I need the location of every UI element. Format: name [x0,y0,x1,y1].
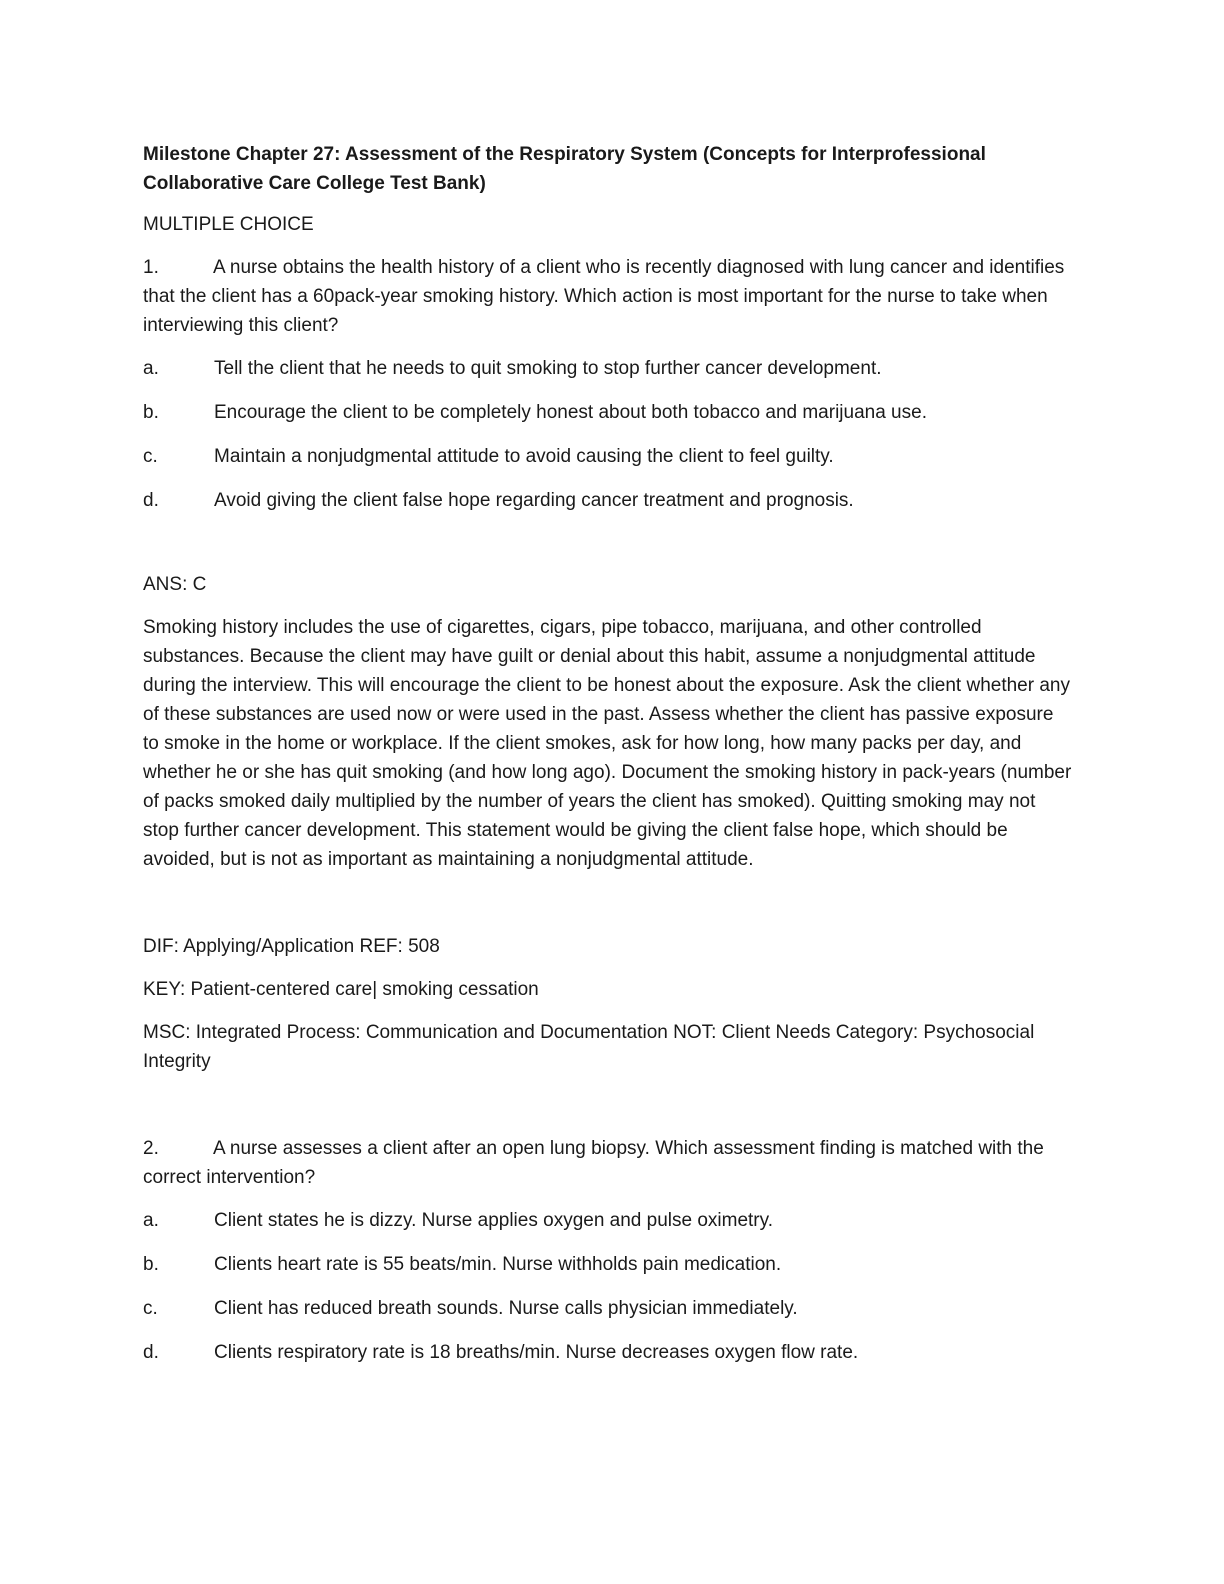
option-c [143,1294,1073,1323]
option-text: Clients heart rate is 55 beats/min. Nurse withholds pain medication. [214,1254,782,1275]
question-number: 2. [143,1138,159,1159]
answer-key: ANS: C [143,574,207,595]
option-d [143,486,1073,515]
option-text: Encourage the client to be completely honest about both tobacco and marijuana use. [214,402,927,423]
question-number: 1. [143,257,159,278]
msc-category: MSC: Integrated Process: Communication and Documentation NOT: Client Needs Category: Psychosocial Integrity [143,1022,1035,1072]
option-text: Client has reduced breath sounds. Nurse calls physician immediately. [214,1298,798,1319]
option-letter: c. [143,446,158,467]
question-stem: A nurse obtains the health history of a client who is recently diagnosed with lung cancer and identifies that the client has a 60pack-year smoking history. Which action is most important for the nurse to take when interviewing this client? [143,257,1065,336]
question-1 [143,253,1073,340]
option-c [143,442,1073,471]
document-title: Milestone Chapter 27: Assessment of the Respiratory System (Concepts for Interprofessional Collaborative Care College Test Bank) [143,144,986,194]
option-text: Avoid giving the client false hope regarding cancer treatment and prognosis. [214,490,854,511]
option-letter: a. [143,1210,159,1231]
question-2 [143,1134,1073,1192]
option-letter: b. [143,1254,159,1275]
option-a [143,354,1073,383]
option-text: Tell the client that he needs to quit smoking to stop further cancer development. [214,358,882,379]
option-letter: c. [143,1298,158,1319]
option-text: Clients respiratory rate is 18 breaths/min. Nurse decreases oxygen flow rate. [214,1342,859,1363]
difficulty-reference: DIF: Applying/Application REF: 508 [143,936,440,957]
option-text: Maintain a nonjudgmental attitude to avoid causing the client to feel guilty. [214,446,834,467]
option-a [143,1206,1073,1235]
section-label: MULTIPLE CHOICE [143,214,314,235]
option-d [143,1338,1073,1367]
option-letter: d. [143,490,159,511]
option-text: Client states he is dizzy. Nurse applies oxygen and pulse oximetry. [214,1210,774,1231]
keywords: KEY: Patient-centered care| smoking cessation [143,979,539,1000]
option-b [143,398,1073,427]
option-letter: d. [143,1342,159,1363]
option-letter: a. [143,358,159,379]
option-letter: b. [143,402,159,423]
rationale-paragraph: Smoking history includes the use of cigarettes, cigars, pipe tobacco, marijuana, and other controlled substances. Because the client may have guilt or denial about this habit, assume a nonjudgmental attitude during the interview. This will encourage the client to be honest about the exposure. Ask the client whether any of these substances are used now or were used in the past. Assess whether the client has passive exposure to smoke in the home or workplace. If the client smokes, ask for how long, how many packs per day, and whether he or she has quit smoking (and how long ago). Document the smoking history in pack-years (number of packs smoked daily multiplied by the number of years the client has smoked). Quitting smoking may not stop further cancer development. This statement would be giving the client false hope, which should be avoided, but is not as important as maintaining a nonjudgmental attitude. [143,617,1072,870]
question-stem: A nurse assesses a client after an open lung biopsy. Which assessment finding is matched with the correct intervention? [143,1138,1044,1188]
document-page [143,140,1073,1382]
option-b [143,1250,1073,1279]
